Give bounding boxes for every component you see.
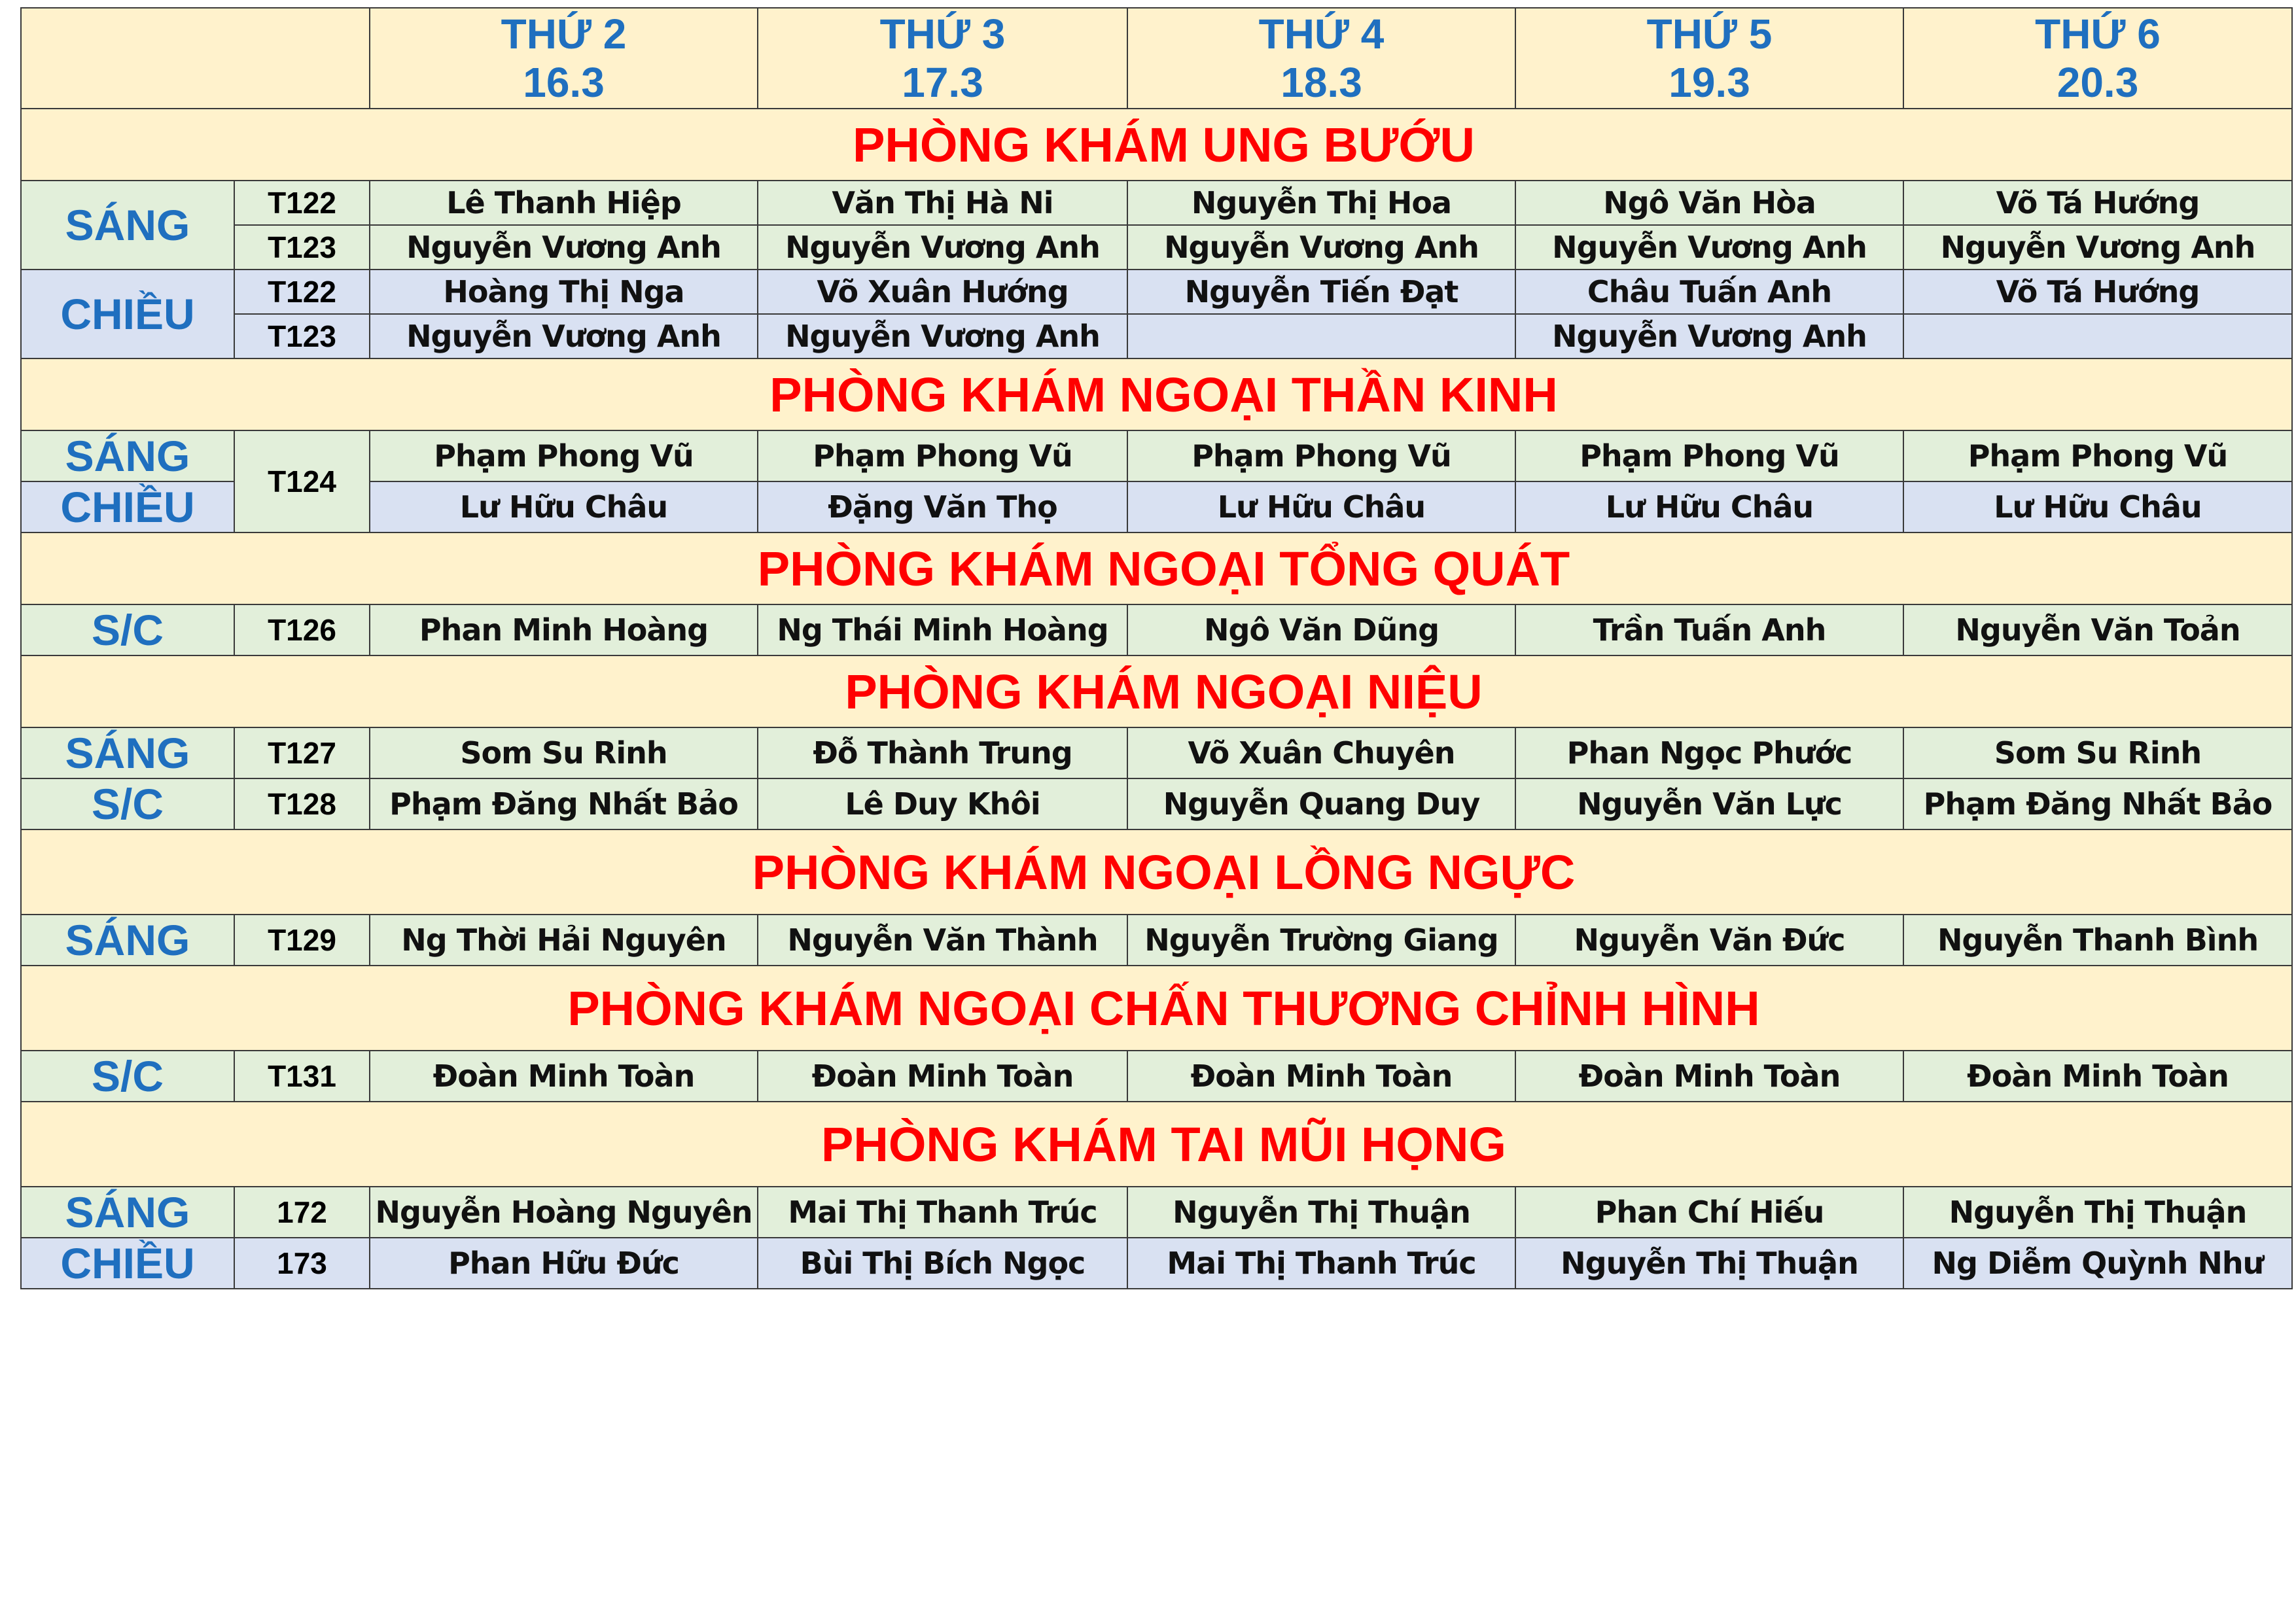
doctor-cell: Đoàn Minh Toàn [1515, 1051, 1903, 1102]
doctor-cell: Nguyễn Thị Thuận [1515, 1238, 1903, 1289]
doctor-cell: Nguyễn Văn Đức [1515, 915, 1903, 966]
session-label: SÁNG [21, 1187, 234, 1238]
table-row [21, 181, 2292, 225]
doctor-cell: Võ Xuân Chuyên [1127, 727, 1515, 778]
table-row [21, 727, 2292, 778]
doctor-cell: Văn Thị Hà Ni [758, 181, 1127, 225]
header-day: THỨ 6 20.3 [1903, 8, 2292, 109]
room-cell: T122 [234, 181, 370, 225]
section-title: PHÒNG KHÁM NGOẠI TỔNG QUÁT [757, 541, 1570, 596]
session-label: S/C [21, 604, 234, 655]
doctor-cell: Đỗ Thành Trung [758, 727, 1127, 778]
doctor-cell: Đoàn Minh Toàn [758, 1051, 1127, 1102]
table-row [21, 604, 2292, 655]
room-cell: T128 [234, 778, 370, 829]
doctor-cell: Phạm Phong Vũ [1903, 430, 2292, 481]
doctor-cell: Nguyễn Vương Anh [758, 314, 1127, 358]
section-header [21, 829, 2292, 915]
doctor-cell: Nguyễn Vương Anh [1903, 225, 2292, 270]
section-header [21, 532, 2292, 604]
table-row [21, 270, 2292, 314]
room-cell: T124 [234, 430, 370, 532]
doctor-cell: Phan Hữu Đức [370, 1238, 758, 1289]
doctor-cell: Nguyễn Thị Thuận [1127, 1187, 1515, 1238]
session-label: S/C [21, 1051, 234, 1102]
section-header [21, 966, 2292, 1051]
doctor-cell: Nguyễn Vương Anh [1515, 314, 1903, 358]
section-header [21, 109, 2292, 181]
doctor-cell: Nguyễn Thị Hoa [1127, 181, 1515, 225]
doctor-cell: Lê Duy Khôi [758, 778, 1127, 829]
doctor-cell: Nguyễn Hoàng Nguyên [370, 1187, 758, 1238]
room-cell: T126 [234, 604, 370, 655]
doctor-cell: Đoàn Minh Toàn [1127, 1051, 1515, 1102]
room-cell: T127 [234, 727, 370, 778]
room-cell: T123 [234, 314, 370, 358]
doctor-cell: Phạm Phong Vũ [1515, 430, 1903, 481]
section-header [21, 358, 2292, 430]
doctor-cell: Nguyễn Quang Duy [1127, 778, 1515, 829]
header-day: THỨ 4 18.3 [1127, 8, 1515, 109]
doctor-cell: Ngô Văn Hòa [1515, 181, 1903, 225]
doctor-cell: Phan Chí Hiếu [1515, 1187, 1903, 1238]
doctor-cell: Nguyễn Vương Anh [758, 225, 1127, 270]
table-row [21, 1187, 2292, 1238]
section-title: PHÒNG KHÁM NGOẠI CHẤN THƯƠNG CHỈNH HÌNH [567, 981, 1760, 1036]
room-cell: 172 [234, 1187, 370, 1238]
room-cell: T123 [234, 225, 370, 270]
session-label: SÁNG [21, 181, 234, 270]
doctor-cell: Hoàng Thị Nga [370, 270, 758, 314]
section-header [21, 1102, 2292, 1187]
doctor-cell: Bùi Thị Bích Ngọc [758, 1238, 1127, 1289]
doctor-cell: Đoàn Minh Toàn [1903, 1051, 2292, 1102]
header-corner [21, 8, 370, 109]
header-day: THỨ 3 17.3 [758, 8, 1127, 109]
table-row [21, 778, 2292, 829]
section-title: PHÒNG KHÁM NGOẠI LỒNG NGỰC [752, 845, 1576, 899]
doctor-cell: Nguyễn Vương Anh [370, 314, 758, 358]
session-label: CHIỀU [21, 1238, 234, 1289]
doctor-cell: Ng Diễm Quỳnh Như [1903, 1238, 2292, 1289]
table-row [21, 915, 2292, 966]
doctor-cell: Lư Hữu Châu [1515, 481, 1903, 532]
doctor-cell: Đặng Văn Thọ [758, 481, 1127, 532]
doctor-cell: Som Su Rinh [370, 727, 758, 778]
doctor-cell: Phạm Phong Vũ [758, 430, 1127, 481]
doctor-cell: Nguyễn Vương Anh [1127, 225, 1515, 270]
room-cell: T129 [234, 915, 370, 966]
room-cell: 173 [234, 1238, 370, 1289]
session-label: CHIỀU [21, 270, 234, 358]
doctor-cell: Phan Minh Hoàng [370, 604, 758, 655]
table-row [21, 314, 2292, 358]
doctor-cell: Ngô Văn Dũng [1127, 604, 1515, 655]
doctor-cell: Phạm Phong Vũ [370, 430, 758, 481]
doctor-cell: Nguyễn Vương Anh [370, 225, 758, 270]
doctor-cell: Châu Tuấn Anh [1515, 270, 1903, 314]
session-label: SÁNG [21, 915, 234, 966]
doctor-cell: Nguyễn Tiến Đạt [1127, 270, 1515, 314]
doctor-cell: Phạm Đăng Nhất Bảo [1903, 778, 2292, 829]
section-title: PHÒNG KHÁM TAI MŨI HỌNG [821, 1117, 1506, 1172]
room-cell: T131 [234, 1051, 370, 1102]
doctor-cell: Đoàn Minh Toàn [370, 1051, 758, 1102]
header-day: THỨ 2 16.3 [370, 8, 758, 109]
section-title: PHÒNG KHÁM NGOẠI THẦN KINH [769, 367, 1558, 422]
session-label: SÁNG [21, 430, 234, 481]
doctor-cell [1903, 314, 2292, 358]
doctor-cell: Võ Tá Hướng [1903, 181, 2292, 225]
doctor-cell: Trần Tuấn Anh [1515, 604, 1903, 655]
doctor-cell: Phan Ngọc Phước [1515, 727, 1903, 778]
table-row [21, 430, 2292, 481]
doctor-cell: Phạm Phong Vũ [1127, 430, 1515, 481]
doctor-cell: Lư Hữu Châu [370, 481, 758, 532]
doctor-cell: Võ Xuân Hướng [758, 270, 1127, 314]
doctor-cell: Nguyễn Văn Toản [1903, 604, 2292, 655]
doctor-cell: Lư Hữu Châu [1903, 481, 2292, 532]
table-row [21, 225, 2292, 270]
doctor-cell: Phạm Đăng Nhất Bảo [370, 778, 758, 829]
doctor-cell: Ng Thời Hải Nguyên [370, 915, 758, 966]
doctor-cell: Nguyễn Văn Lực [1515, 778, 1903, 829]
doctor-cell: Nguyễn Trường Giang [1127, 915, 1515, 966]
doctor-cell: Nguyễn Thanh Bình [1903, 915, 2292, 966]
doctor-cell: Nguyễn Vương Anh [1515, 225, 1903, 270]
schedule-table [20, 7, 2293, 1289]
doctor-cell: Lư Hữu Châu [1127, 481, 1515, 532]
doctor-cell: Lê Thanh Hiệp [370, 181, 758, 225]
header-row [21, 8, 2292, 109]
table-row [21, 1238, 2292, 1289]
section-header [21, 655, 2292, 727]
doctor-cell: Ng Thái Minh Hoàng [758, 604, 1127, 655]
doctor-cell: Nguyễn Văn Thành [758, 915, 1127, 966]
doctor-cell: Võ Tá Hướng [1903, 270, 2292, 314]
header-day: THỨ 5 19.3 [1515, 8, 1903, 109]
doctor-cell [1127, 314, 1515, 358]
room-cell: T122 [234, 270, 370, 314]
doctor-cell: Nguyễn Thị Thuận [1903, 1187, 2292, 1238]
section-title: PHÒNG KHÁM NGOẠI NIỆU [845, 664, 1483, 719]
table-row [21, 1051, 2292, 1102]
session-label: SÁNG [21, 727, 234, 778]
section-title: PHÒNG KHÁM UNG BƯỚU [853, 117, 1475, 172]
doctor-cell: Mai Thị Thanh Trúc [758, 1187, 1127, 1238]
session-label: S/C [21, 778, 234, 829]
session-label: CHIỀU [21, 481, 234, 532]
doctor-cell: Som Su Rinh [1903, 727, 2292, 778]
doctor-cell: Mai Thị Thanh Trúc [1127, 1238, 1515, 1289]
